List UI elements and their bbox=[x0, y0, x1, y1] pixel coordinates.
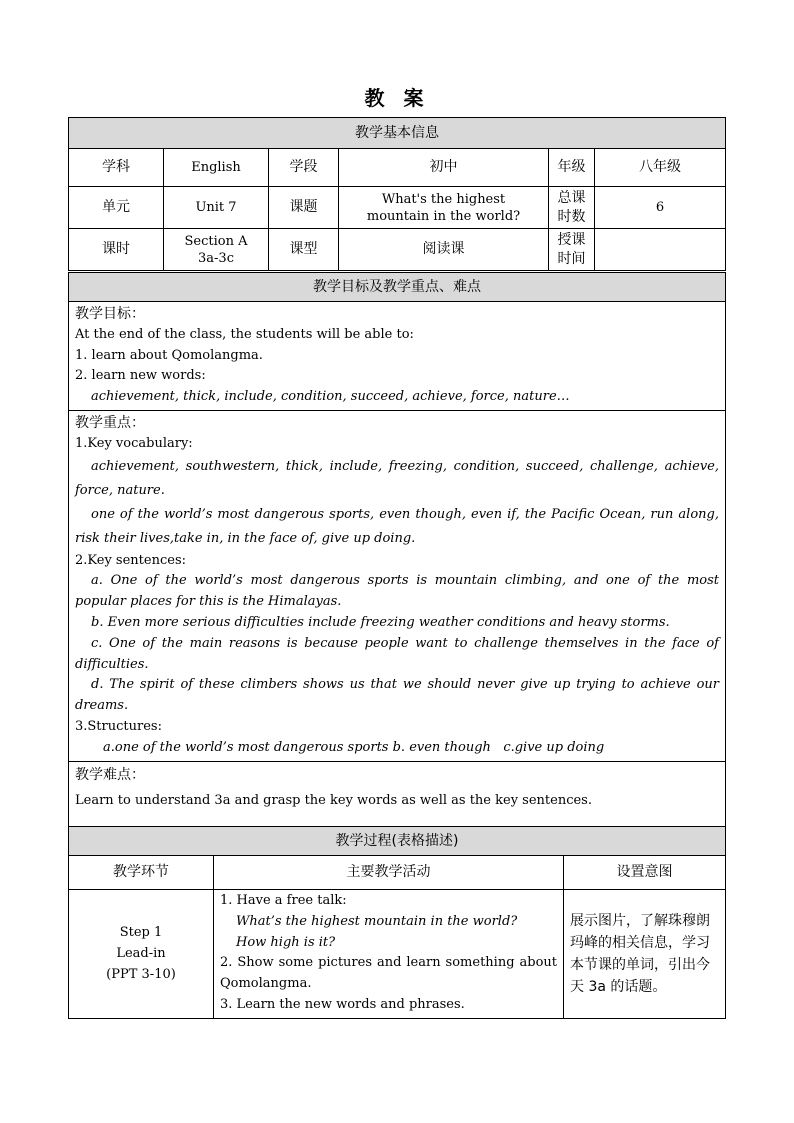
activity-1: 1. Have a free talk: bbox=[220, 893, 347, 908]
key-points-label: 教学重点： bbox=[75, 414, 145, 431]
process-col-step: 教学环节 bbox=[69, 856, 214, 890]
step-number: Step 1 bbox=[119, 925, 163, 941]
structures-title: 3.Structures: bbox=[75, 718, 162, 734]
basic-info-table bbox=[68, 117, 726, 271]
unit-value: Unit 7 bbox=[164, 187, 269, 229]
total-periods-value: 6 bbox=[595, 187, 726, 229]
key-sentences-title: 2.Key sentences: bbox=[75, 552, 186, 568]
lesson-type-label: 课型 bbox=[269, 229, 339, 271]
process-col-activities: 主要教学活动 bbox=[214, 856, 564, 890]
key-vocab-words: achievement, southwestern, thick, include, freezing, condition, succeed, challenge, achieve, force, nature. bbox=[75, 458, 719, 498]
key-sentence-a: a. One of the world’s most dangerous sports is mountain climbing, and one of the most popular places for this is the Himalayas. bbox=[75, 573, 719, 610]
key-sentence-d: d. The spirit of these climbers shows us that we should never give up trying to achieve our dreams. bbox=[75, 677, 719, 714]
activity-2: 2. Show some pictures and learn something about Qomolangma. bbox=[220, 955, 557, 992]
intent-cell: 展示图片，了解珠穆朗玛峰的相关信息，学习本节课的单词，引出今天 3a 的话题。 bbox=[564, 890, 726, 1019]
basic-info-header: 教学基本信息 bbox=[69, 118, 726, 149]
goal-line-2: 1. learn about Qomolangma. bbox=[75, 347, 263, 363]
activity-3: 3. Learn the new words and phrases. bbox=[220, 996, 465, 1012]
activities-cell bbox=[214, 890, 564, 1019]
difficulties-cell bbox=[69, 761, 726, 829]
goal-words: achievement, thick, include, condition, succeed, achieve, force, nature… bbox=[91, 389, 570, 405]
difficulties-text: Learn to understand 3a and grasp the key words as well as the key sentences. bbox=[75, 792, 592, 808]
activity-question-2: How high is it? bbox=[236, 934, 336, 950]
topic-value: What's the highest mountain in the world? bbox=[339, 187, 549, 229]
process-table bbox=[68, 826, 726, 1019]
stage-label: 学段 bbox=[269, 149, 339, 187]
step-ppt: (PPT 3-10) bbox=[106, 967, 176, 983]
step-cell bbox=[69, 890, 214, 1019]
period-value-line2: 3a-3c bbox=[198, 250, 234, 266]
structures-list: a.one of the world’s most dangerous sports b. even though c.give up doing bbox=[103, 739, 605, 755]
key-vocab-phrases: one of the world’s most dangerous sports, even though, even if, the Pacific Ocean, run along, risk their lives,take in, in the face of, give up doing. bbox=[75, 506, 719, 546]
step-name: Lead-in bbox=[116, 946, 166, 962]
period-value bbox=[164, 229, 269, 271]
goal-line-3: 2. learn new words: bbox=[75, 368, 206, 384]
difficulties-label: 教学难点： bbox=[75, 766, 145, 783]
document-title: 教 案 bbox=[364, 86, 430, 110]
lesson-type-value: 阅读课 bbox=[339, 229, 549, 271]
key-sentence-b: b. Even more serious difficulties include freezing weather conditions and heavy storms. bbox=[91, 614, 670, 630]
total-periods-label: 总课时数 bbox=[549, 187, 595, 229]
grade-value: 八年级 bbox=[595, 149, 726, 187]
subject-value: English bbox=[164, 149, 269, 187]
class-time-value bbox=[595, 229, 726, 271]
grade-label: 年级 bbox=[549, 149, 595, 187]
topic-label: 课题 bbox=[269, 187, 339, 229]
period-label: 课时 bbox=[69, 229, 164, 271]
period-value-line1: Section A bbox=[184, 233, 248, 249]
activity-question-1: What’s the highest mountain in the world? bbox=[236, 913, 518, 929]
process-col-intent: 设置意图 bbox=[564, 856, 726, 890]
key-points-cell bbox=[69, 410, 726, 761]
process-header: 教学过程(表格描述) bbox=[69, 827, 726, 856]
objectives-table bbox=[68, 272, 726, 830]
teaching-goals-label: 教学目标： bbox=[75, 306, 145, 322]
objectives-header: 教学目标及教学重点、难点 bbox=[69, 273, 726, 302]
goal-line-1: At the end of the class, the students will be able to: bbox=[75, 326, 414, 342]
key-vocab-title: 1.Key vocabulary: bbox=[75, 435, 193, 451]
stage-value: 初中 bbox=[339, 149, 549, 187]
teaching-goals-cell bbox=[69, 302, 726, 411]
subject-label: 学科 bbox=[69, 149, 164, 187]
key-sentence-c: c. One of the main reasons is because people want to challenge themselves in the face of difficulties. bbox=[75, 635, 719, 672]
class-time-label: 授课时间 bbox=[549, 229, 595, 271]
unit-label: 单元 bbox=[69, 187, 164, 229]
